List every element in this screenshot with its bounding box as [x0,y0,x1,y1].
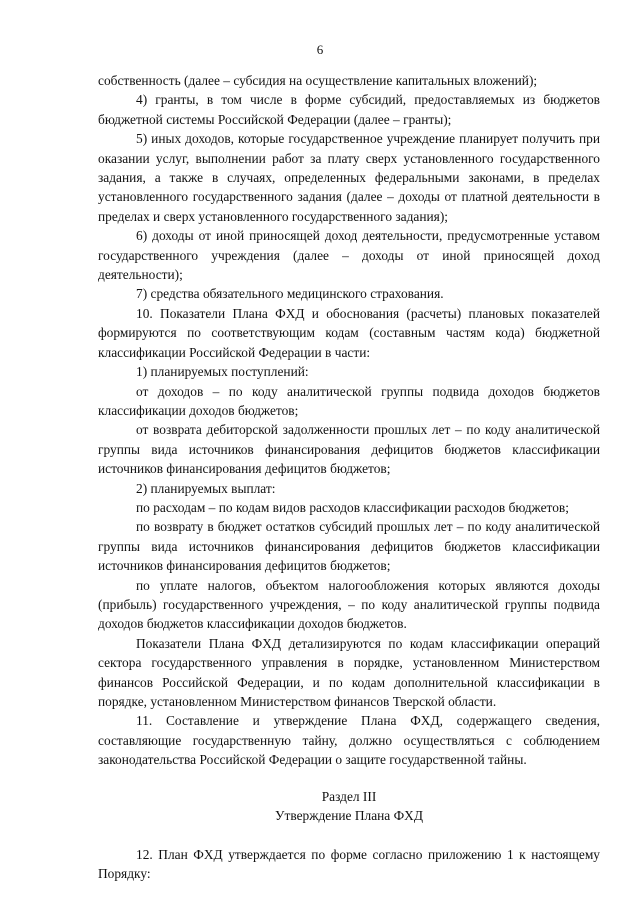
final-text [98,845,600,884]
paragraph: 1) планируемых поступлений: [136,364,309,380]
paragraph: по возврату в бюджет остатков субсидий прошлых лет – по коду аналитической группы вида источников финансирования дефицитов бюджетов классификации источников финансирования дефицитов бюджетов; [98,519,600,574]
paragraph: 10. Показатели Плана ФХД и обоснования (расчеты) плановых показателей формируются по соответствующим кодам (составным частям кода) бюджетной классификации Российской Федерации в части: [98,305,600,360]
paragraph: 11. Составление и утверждение Плана ФХД, содержащего сведения, составляющие государственную тайну, должно осуществляться с соблюдением законодательства Российской Федерации о защите государственной тайны. [98,713,600,768]
body-text [98,71,600,770]
paragraph: по расходам – по кодам видов расходов классификации расходов бюджетов; [136,499,569,515]
paragraph: Показатели Плана ФХД детализируются по кодам классификации операций сектора государственного управления в порядке, установленном Министерством финансов Российской Федерации, и по кодам дополнительной классификации в порядке, установленном Министерством финансов Тверской области. [98,635,600,709]
paragraph: 2) планируемых выплат: [136,480,276,496]
paragraph: от возврата дебиторской задолженности прошлых лет – по коду аналитической группы вида источников финансирования дефицитов бюджетов классификации источников финансирования дефицитов бюджетов; [98,422,600,477]
paragraph: 4) гранты, в том числе в форме субсидий, предоставляемых из бюджетов бюджетной системы Российской Федерации (далее – гранты); [98,92,600,127]
section-number: Раздел III [321,789,377,804]
page-number: 6 [316,42,324,57]
paragraph: 5) иных доходов, которые государственное учреждение планирует получить при оказании услуг, выполнении работ за плату сверх установленного государственного задания, а также в случаях, определенных федеральными законами, в пределах установленного государственного задания (далее – доходы от платной деятельности в пределах и сверх установленного государственного задания); [98,131,600,224]
paragraph: собственность (далее – субсидия на осуществление капитальных вложений); [98,73,538,88]
paragraph: 6) доходы от иной приносящей доход деятельности, предусмотренные уставом государственного учреждения (далее – доходы от иной приносящей доход деятельности); [98,228,600,283]
paragraph: от доходов – по коду аналитической группы подвида доходов бюджетов классификации доходов бюджетов; [98,383,600,418]
section-title: Утверждение Плана ФХД [275,808,423,823]
paragraph: 12. План ФХД утверждается по форме согласно приложению 1 к настоящему Порядку: [98,847,600,882]
paragraph: 7) средства обязательного медицинского страхования. [136,286,444,302]
paragraph: по уплате налогов, объектом налогообложения которых являются доходы (прибыль) государственного учреждения, – по коду аналитической группы подвида доходов бюджетов классификации доходов бюджетов. [98,577,600,632]
